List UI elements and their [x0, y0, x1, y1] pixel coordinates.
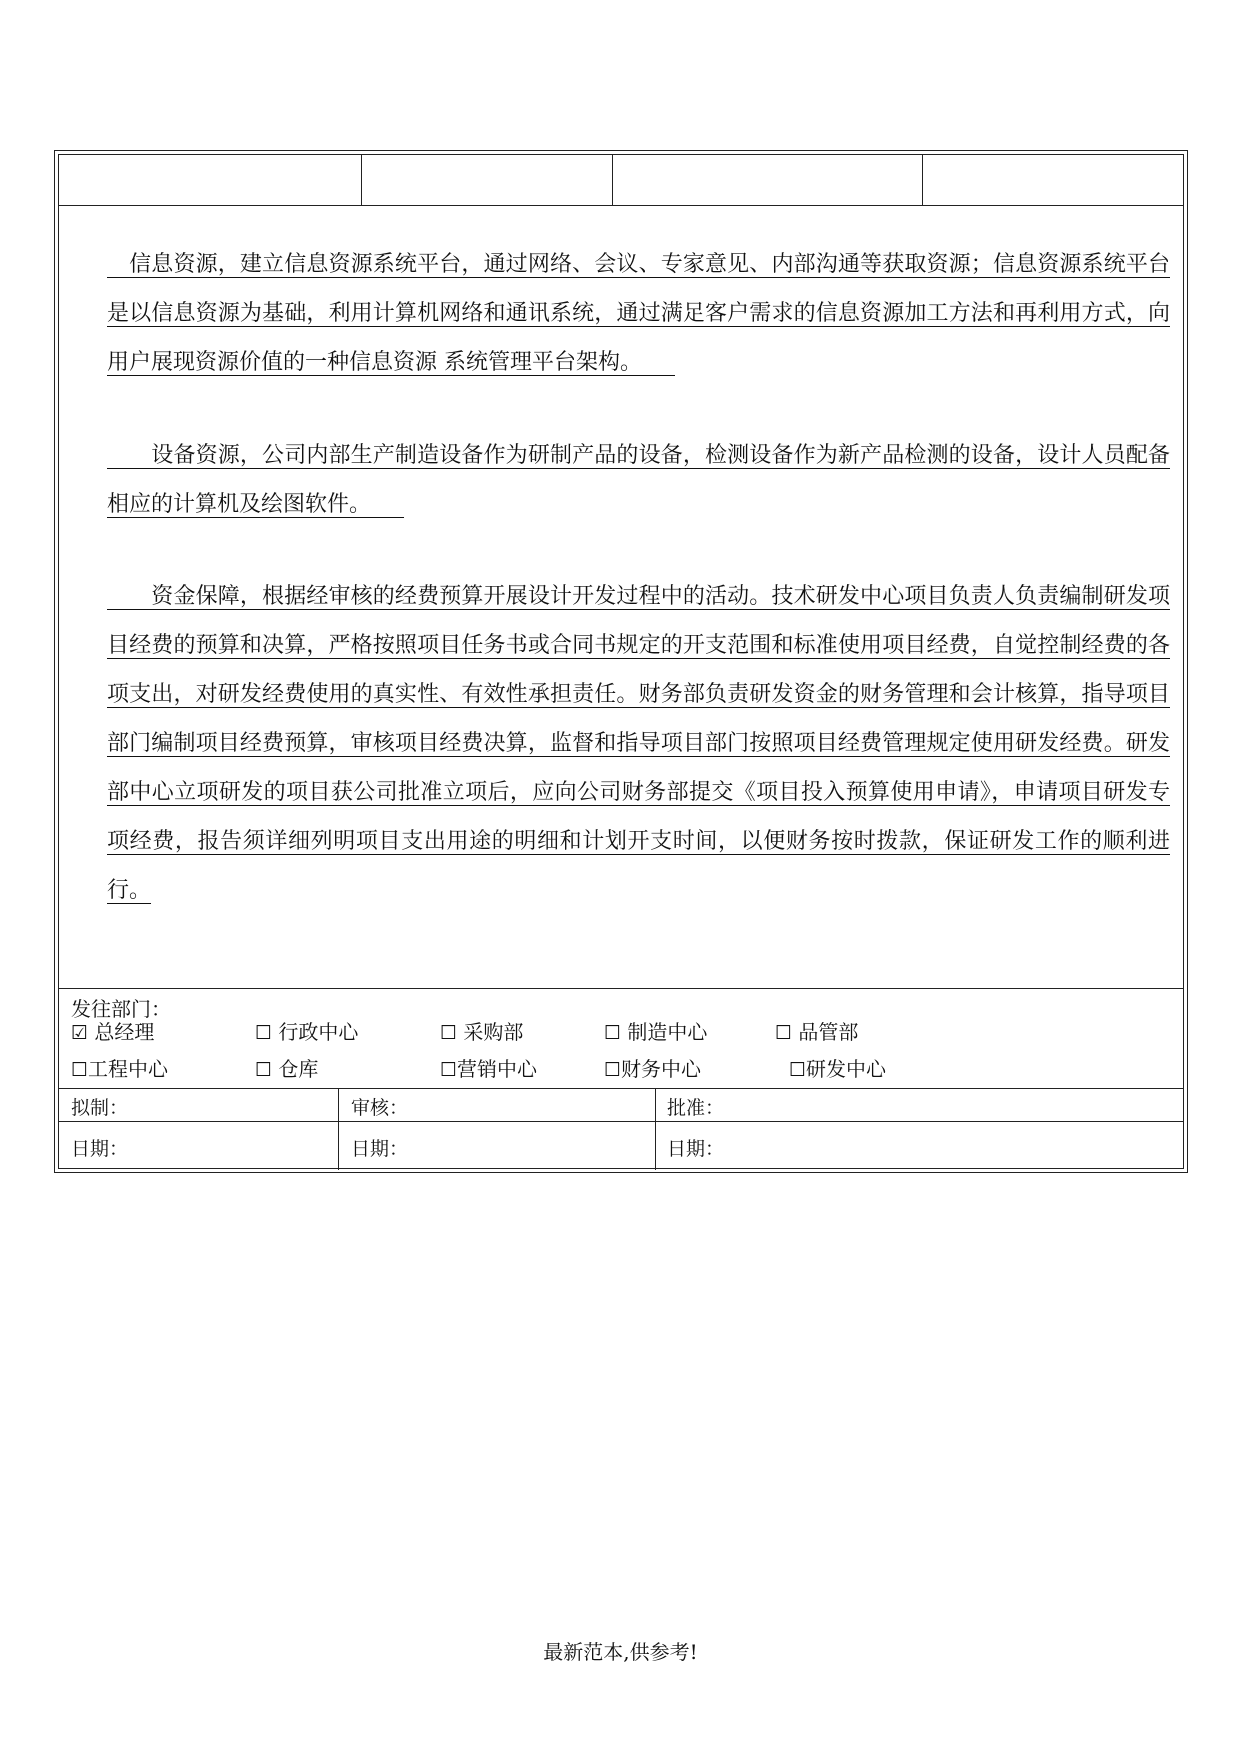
option-label: 品管部	[792, 1020, 859, 1044]
approve-label: 批准：	[667, 1097, 725, 1119]
option-label: 行政中心	[272, 1020, 359, 1044]
paragraph-equipment-resources: 设备资源，公司内部生产制造设备作为研制产品的设备，检测设备作为新产品检测的设备，设计人员配备相应的计算机及绘图软件。	[107, 443, 1170, 517]
checkbox-icon[interactable]: ☐	[775, 1022, 793, 1044]
signature-divider-1	[338, 1088, 339, 1170]
review-date-label: 日期：	[351, 1138, 409, 1160]
distribution-label: 发往部门：	[71, 997, 171, 1021]
checkbox-icon[interactable]: ☐	[440, 1022, 458, 1044]
option-rd-center[interactable]	[789, 1053, 886, 1082]
option-label: 总经理	[88, 1020, 155, 1044]
checkbox-icon[interactable]: ☐	[440, 1059, 458, 1081]
paragraph-information-resources: 信息资源，建立信息资源系统平台，通过网络、会议、专家意见、内部沟通等获取资源；信息资源系统平台是以信息资源为基础，利用计算机网络和通讯系统，通过满足客户需求的信息资源加工方法和再利用方式，向用户展现资源价值的一种信息资源 系统管理平台架构。	[107, 252, 1170, 375]
date-row	[59, 1121, 1183, 1171]
checkbox-icon[interactable]: ☐	[604, 1059, 622, 1081]
checkbox-icon[interactable]: ☐	[789, 1059, 807, 1081]
draft-date-label: 日期：	[71, 1138, 129, 1160]
option-label: 营销中心	[457, 1057, 538, 1081]
header-row	[59, 155, 1183, 206]
form-inner-frame	[58, 154, 1184, 1169]
option-label: 仓库	[272, 1057, 319, 1081]
option-label: 采购部	[457, 1020, 524, 1044]
header-cell-3	[613, 155, 923, 205]
option-admin-center[interactable]	[255, 1016, 358, 1045]
approve-date-label: 日期：	[667, 1138, 725, 1160]
review-label: 审核：	[351, 1097, 409, 1119]
option-label: 工程中心	[88, 1057, 169, 1081]
option-engineering-center[interactable]	[71, 1053, 168, 1082]
header-cell-4	[923, 155, 1183, 205]
option-general-manager[interactable]	[71, 1016, 154, 1045]
option-label: 研发中心	[806, 1057, 887, 1081]
checkbox-icon[interactable]: ☐	[604, 1022, 622, 1044]
option-manufacturing-center[interactable]	[604, 1016, 707, 1045]
paragraph-funding-guarantee: 资金保障，根据经审核的经费预算开展设计开发过程中的活动。技术研发中心项目负责人负责编制研发项目经费的预算和决算，严格按照项目任务书或合同书规定的开支范围和标准使用项目经费，自觉控制经费的各项支出，对研发经费使用的真实性、有效性承担责任。财务部负责研发资金的财务管理和会计核算，指导项目部门编制项目经费预算，审核项目经费决算，监督和指导项目部门按照项目经费管理规定使用研发经费。研发部中心立项研发的项目获公司批准立项后，应向公司财务部提交《项目投入预算使用申请》，申请项目研发专项经费，报告须详细列明项目支出用途的明细和计划开支时间，以便财务按时拨款，保证研发工作的顺利进行。	[107, 584, 1170, 903]
option-purchasing[interactable]	[440, 1016, 523, 1045]
distribution-section	[59, 988, 1183, 1089]
option-marketing-center[interactable]	[440, 1053, 537, 1082]
option-label: 制造中心	[621, 1020, 708, 1044]
checkbox-icon[interactable]: ☐	[71, 1059, 89, 1081]
header-cell-1	[59, 155, 362, 205]
content-area	[59, 206, 1183, 988]
document-form	[54, 150, 1188, 1173]
page-footer: 最新范本,供参考!	[543, 1640, 698, 1664]
checkbox-checked-icon[interactable]: ☑	[71, 1022, 89, 1044]
option-warehouse[interactable]	[255, 1053, 318, 1082]
signature-divider-2	[655, 1088, 656, 1170]
draft-label: 拟制：	[71, 1097, 129, 1119]
checkbox-icon[interactable]: ☐	[255, 1059, 273, 1081]
option-label: 财务中心	[621, 1057, 702, 1081]
header-cell-2	[362, 155, 613, 205]
checkbox-icon[interactable]: ☐	[255, 1022, 273, 1044]
option-finance-center[interactable]	[604, 1053, 701, 1082]
signature-row	[59, 1088, 1183, 1121]
option-quality-control[interactable]	[775, 1016, 858, 1045]
